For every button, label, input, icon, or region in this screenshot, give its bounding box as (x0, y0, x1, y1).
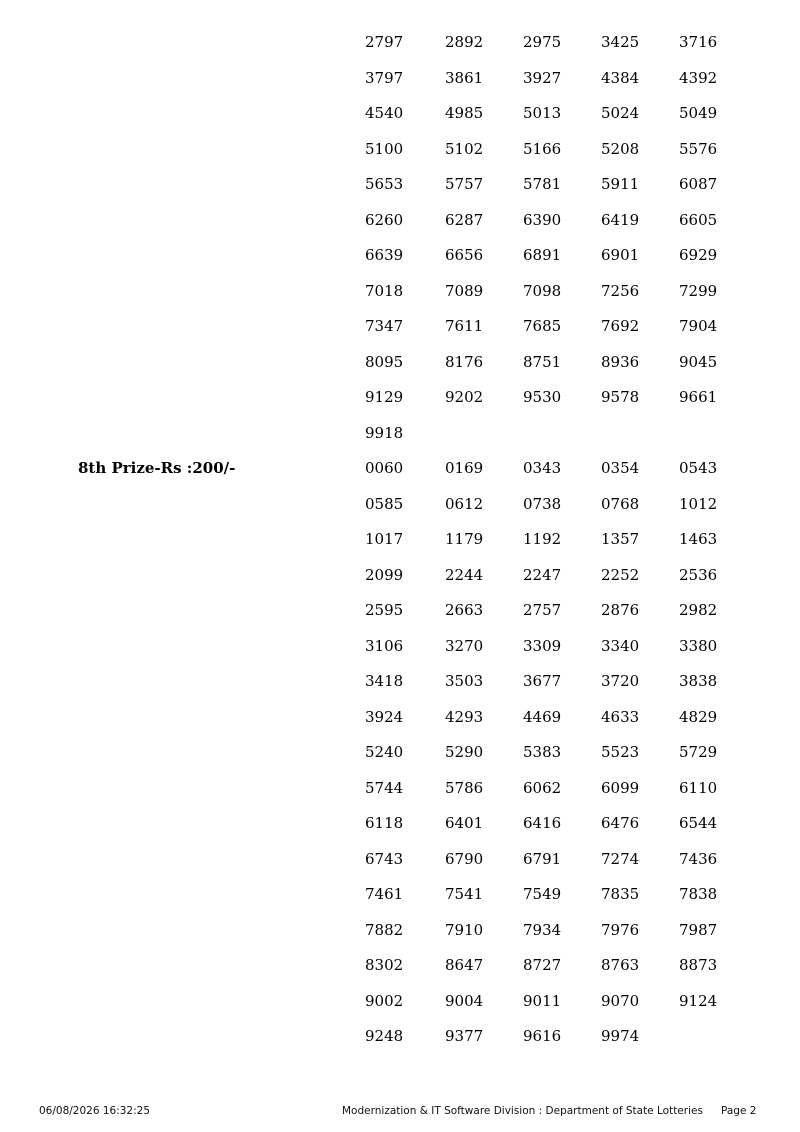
ticket-number: 6656 (445, 246, 484, 264)
ticket-number: 5013 (523, 104, 562, 122)
ticket-number: 9045 (679, 353, 718, 371)
ticket-number: 2982 (679, 601, 718, 619)
ticket-number: 3716 (679, 33, 718, 51)
ticket-number: 3340 (601, 637, 640, 655)
footer-datetime: 06/08/2026 16:32:25 (39, 1105, 151, 1117)
number-row (0, 884, 800, 904)
ticket-number: 9616 (523, 1027, 562, 1045)
ticket-number: 0060 (365, 459, 404, 477)
ticket-number: 6639 (365, 246, 404, 264)
ticket-number: 8095 (365, 353, 404, 371)
ticket-number: 6605 (679, 211, 718, 229)
ticket-number: 5781 (523, 175, 562, 193)
number-row (0, 955, 800, 975)
ticket-number: 7098 (523, 282, 562, 300)
ticket-number: 6062 (523, 779, 562, 797)
ticket-number: 2252 (601, 566, 640, 584)
ticket-number: 7692 (601, 317, 640, 335)
ticket-number: 5786 (445, 779, 484, 797)
ticket-number: 7904 (679, 317, 718, 335)
number-row (0, 458, 800, 478)
ticket-number: 9918 (365, 424, 404, 442)
ticket-number: 3720 (601, 672, 640, 690)
ticket-number: 7089 (445, 282, 484, 300)
ticket-number: 8873 (679, 956, 718, 974)
ticket-number: 6790 (445, 850, 484, 868)
ticket-number: 3425 (601, 33, 640, 51)
number-row (0, 600, 800, 620)
ticket-number: 2247 (523, 566, 562, 584)
ticket-number: 4384 (601, 69, 640, 87)
ticket-number: 5240 (365, 743, 404, 761)
ticket-number: 2244 (445, 566, 484, 584)
number-row (0, 32, 800, 52)
ticket-number: 6110 (679, 779, 718, 797)
ticket-number: 8302 (365, 956, 404, 974)
ticket-number: 7934 (523, 921, 562, 939)
ticket-number: 3309 (523, 637, 562, 655)
number-row (0, 671, 800, 691)
ticket-number: 9011 (523, 992, 562, 1010)
ticket-number: 7882 (365, 921, 404, 939)
number-row (0, 174, 800, 194)
number-row (0, 387, 800, 407)
ticket-number: 9530 (523, 388, 562, 406)
ticket-number: 5383 (523, 743, 562, 761)
number-row (0, 813, 800, 833)
ticket-number: 7274 (601, 850, 640, 868)
number-row (0, 68, 800, 88)
ticket-number: 3418 (365, 672, 404, 690)
ticket-number: 5102 (445, 140, 484, 158)
ticket-number: 0169 (445, 459, 484, 477)
ticket-number: 2876 (601, 601, 640, 619)
ticket-number: 6087 (679, 175, 718, 193)
number-row (0, 1026, 800, 1046)
ticket-number: 9129 (365, 388, 404, 406)
number-row (0, 529, 800, 549)
ticket-number: 9377 (445, 1027, 484, 1045)
ticket-number: 7910 (445, 921, 484, 939)
ticket-number: 7461 (365, 885, 404, 903)
ticket-number: 5744 (365, 779, 404, 797)
ticket-number: 1012 (679, 495, 718, 513)
ticket-number: 6901 (601, 246, 640, 264)
number-row (0, 494, 800, 514)
ticket-number: 8176 (445, 353, 484, 371)
ticket-number: 5208 (601, 140, 640, 158)
ticket-number: 7549 (523, 885, 562, 903)
ticket-number: 8763 (601, 956, 640, 974)
ticket-number: 2975 (523, 33, 562, 51)
ticket-number: 6416 (523, 814, 562, 832)
ticket-number: 6743 (365, 850, 404, 868)
ticket-number: 0612 (445, 495, 484, 513)
ticket-number: 9002 (365, 992, 404, 1010)
page-footer (0, 1105, 800, 1121)
number-row (0, 707, 800, 727)
footer-division: Modernization & IT Software Division : Department of State Lotteries (342, 1105, 703, 1117)
number-row (0, 139, 800, 159)
ticket-number: 6390 (523, 211, 562, 229)
ticket-number: 1357 (601, 530, 640, 548)
number-row (0, 245, 800, 265)
ticket-number: 8647 (445, 956, 484, 974)
ticket-number: 3927 (523, 69, 562, 87)
ticket-number: 3380 (679, 637, 718, 655)
ticket-number: 6099 (601, 779, 640, 797)
ticket-number: 2663 (445, 601, 484, 619)
number-row (0, 352, 800, 372)
ticket-number: 6791 (523, 850, 562, 868)
number-row (0, 849, 800, 869)
number-row (0, 991, 800, 1011)
number-row (0, 778, 800, 798)
ticket-number: 0543 (679, 459, 718, 477)
ticket-number: 2797 (365, 33, 404, 51)
ticket-number: 7436 (679, 850, 718, 868)
ticket-number: 9578 (601, 388, 640, 406)
ticket-number: 0585 (365, 495, 404, 513)
number-row (0, 210, 800, 230)
ticket-number: 5049 (679, 104, 718, 122)
ticket-number: 6287 (445, 211, 484, 229)
ticket-number: 0343 (523, 459, 562, 477)
ticket-number: 5290 (445, 743, 484, 761)
number-row (0, 316, 800, 336)
ticket-number: 5100 (365, 140, 404, 158)
ticket-number: 7611 (445, 317, 484, 335)
ticket-number: 2892 (445, 33, 484, 51)
ticket-number: 5729 (679, 743, 718, 761)
ticket-number: 9202 (445, 388, 484, 406)
ticket-number: 3270 (445, 637, 484, 655)
ticket-number: 6419 (601, 211, 640, 229)
ticket-number: 4293 (445, 708, 484, 726)
number-row (0, 281, 800, 301)
ticket-number: 3861 (445, 69, 484, 87)
ticket-number: 4469 (523, 708, 562, 726)
ticket-number: 0768 (601, 495, 640, 513)
ticket-number: 7838 (679, 885, 718, 903)
ticket-number: 7541 (445, 885, 484, 903)
ticket-number: 1179 (445, 530, 484, 548)
ticket-number: 3797 (365, 69, 404, 87)
number-row (0, 636, 800, 656)
ticket-number: 6401 (445, 814, 484, 832)
ticket-number: 2595 (365, 601, 404, 619)
number-row (0, 565, 800, 585)
ticket-number: 6544 (679, 814, 718, 832)
ticket-number: 7835 (601, 885, 640, 903)
ticket-number: 4829 (679, 708, 718, 726)
ticket-number: 5757 (445, 175, 484, 193)
ticket-number: 1463 (679, 530, 718, 548)
number-row (0, 742, 800, 762)
ticket-number: 4540 (365, 104, 404, 122)
ticket-number: 6260 (365, 211, 404, 229)
ticket-number: 3677 (523, 672, 562, 690)
ticket-number: 9974 (601, 1027, 640, 1045)
ticket-number: 9124 (679, 992, 718, 1010)
ticket-number: 2536 (679, 566, 718, 584)
ticket-number: 6476 (601, 814, 640, 832)
ticket-number: 1017 (365, 530, 404, 548)
ticket-number: 9004 (445, 992, 484, 1010)
ticket-number: 5166 (523, 140, 562, 158)
ticket-number: 6929 (679, 246, 718, 264)
ticket-number: 3838 (679, 672, 718, 690)
ticket-number: 2757 (523, 601, 562, 619)
ticket-number: 7976 (601, 921, 640, 939)
ticket-number: 6118 (365, 814, 404, 832)
ticket-number: 3924 (365, 708, 404, 726)
footer-page-number: Page 2 (721, 1105, 757, 1117)
ticket-number: 1192 (523, 530, 562, 548)
ticket-number: 5653 (365, 175, 404, 193)
number-row (0, 103, 800, 123)
number-row (0, 423, 800, 443)
ticket-number: 3503 (445, 672, 484, 690)
ticket-number: 0738 (523, 495, 562, 513)
ticket-number: 7018 (365, 282, 404, 300)
ticket-number: 7685 (523, 317, 562, 335)
ticket-number: 7987 (679, 921, 718, 939)
number-row (0, 920, 800, 940)
ticket-number: 2099 (365, 566, 404, 584)
ticket-number: 9248 (365, 1027, 404, 1045)
ticket-number: 6891 (523, 246, 562, 264)
ticket-number: 7347 (365, 317, 404, 335)
ticket-number: 7299 (679, 282, 718, 300)
eighth-prize-label: 8th Prize-Rs :200/- (78, 459, 236, 477)
ticket-number: 7256 (601, 282, 640, 300)
ticket-number: 9661 (679, 388, 718, 406)
ticket-number: 5024 (601, 104, 640, 122)
ticket-number: 5911 (601, 175, 640, 193)
ticket-number: 9070 (601, 992, 640, 1010)
ticket-number: 8751 (523, 353, 562, 371)
ticket-number: 4985 (445, 104, 484, 122)
ticket-number: 4392 (679, 69, 718, 87)
ticket-number: 0354 (601, 459, 640, 477)
ticket-number: 3106 (365, 637, 404, 655)
ticket-number: 8936 (601, 353, 640, 371)
ticket-number: 5523 (601, 743, 640, 761)
ticket-number: 4633 (601, 708, 640, 726)
ticket-number: 8727 (523, 956, 562, 974)
ticket-number: 5576 (679, 140, 718, 158)
